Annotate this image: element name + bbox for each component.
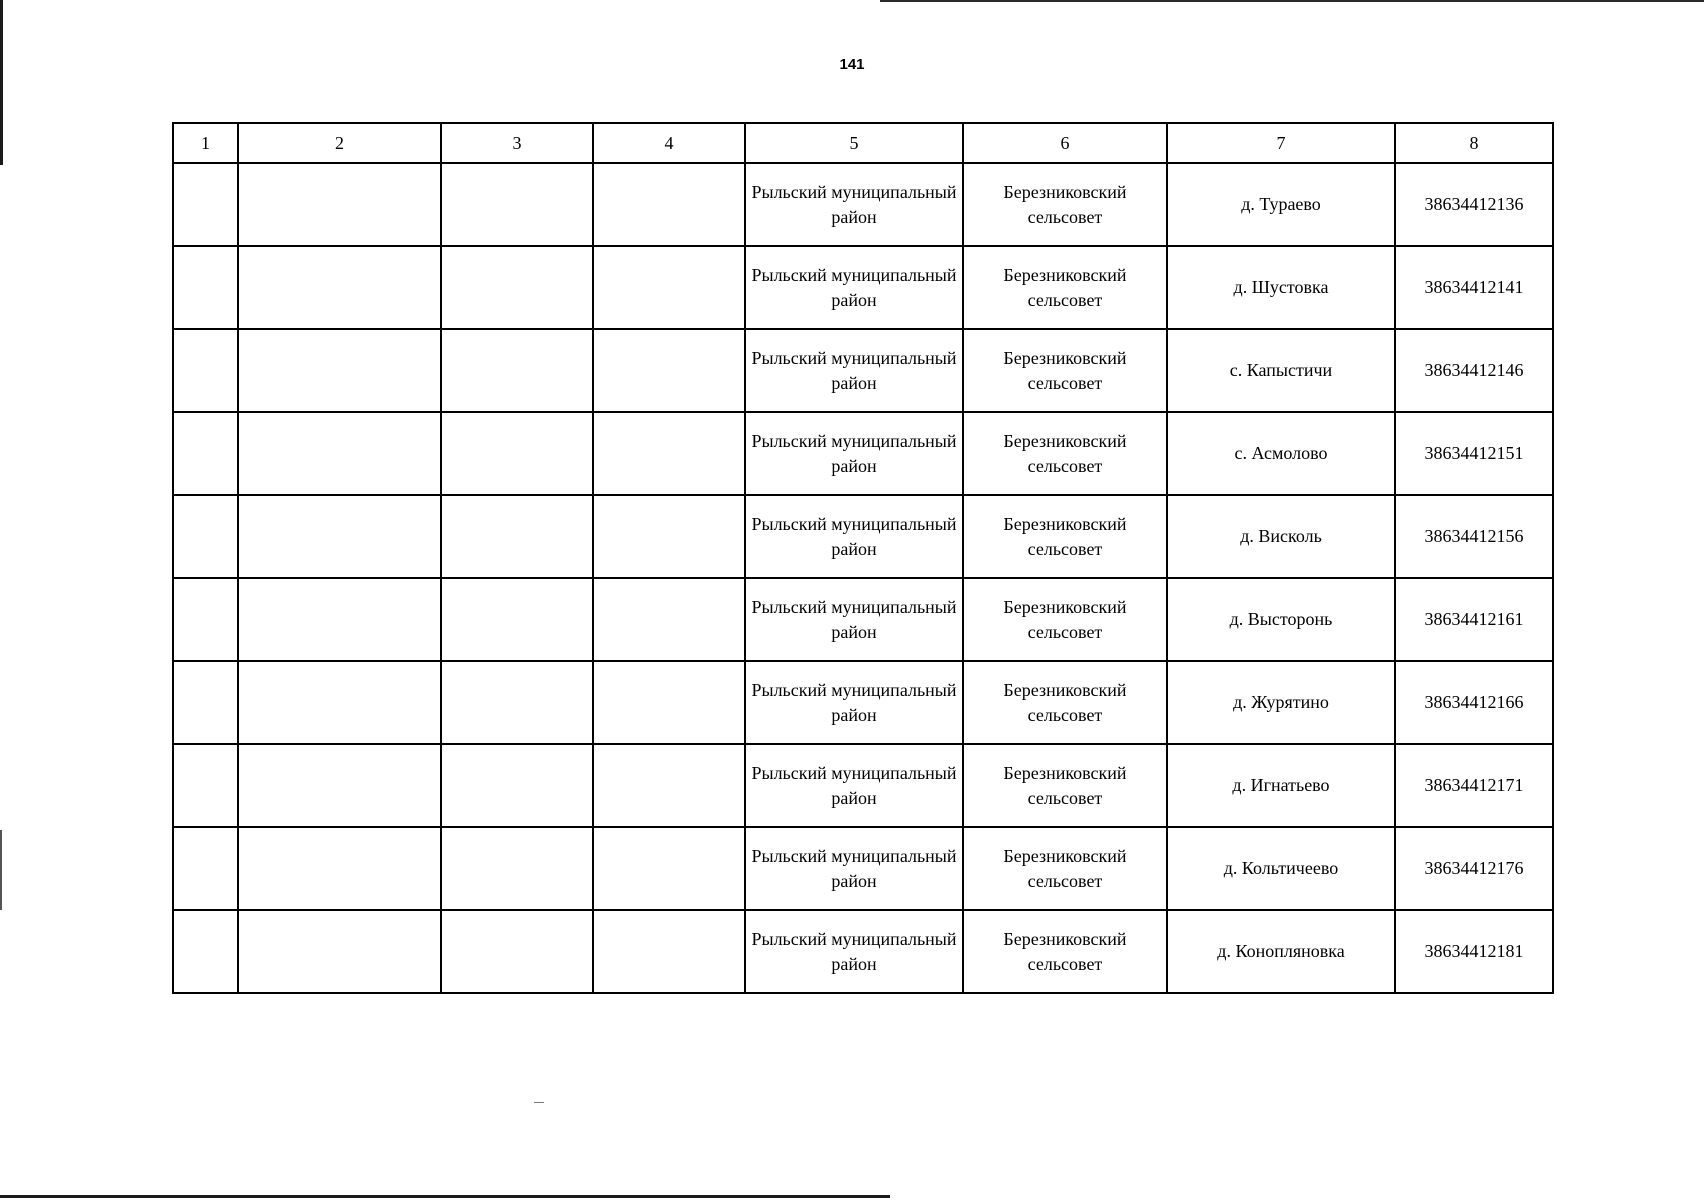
- table-cell: [593, 578, 745, 661]
- table-cell: [441, 246, 593, 329]
- table-cell: [441, 163, 593, 246]
- council-cell: Березниковский сельсовет: [963, 329, 1167, 412]
- council-cell: Березниковский сельсовет: [963, 744, 1167, 827]
- table-cell: [441, 661, 593, 744]
- table-cell: [593, 163, 745, 246]
- council-cell: Березниковский сельсовет: [963, 495, 1167, 578]
- table-cell: [441, 495, 593, 578]
- column-header: 2: [238, 123, 441, 163]
- table-cell: [173, 827, 238, 910]
- table-row: [173, 827, 1553, 910]
- council-cell: Березниковский сельсовет: [963, 163, 1167, 246]
- settlement-cell: д. Конопляновка: [1167, 910, 1395, 993]
- column-header: 6: [963, 123, 1167, 163]
- register-table: [172, 122, 1554, 994]
- table-row: [173, 246, 1553, 329]
- table-cell: [238, 163, 441, 246]
- table-cell: [593, 661, 745, 744]
- table-cell: [173, 661, 238, 744]
- settlement-cell: д. Висколь: [1167, 495, 1395, 578]
- scan-bottom-rule: [0, 1195, 890, 1198]
- council-cell: Березниковский сельсовет: [963, 246, 1167, 329]
- table-row: [173, 329, 1553, 412]
- settlement-cell: д. Кольтичеево: [1167, 827, 1395, 910]
- code-cell: 38634412151: [1395, 412, 1553, 495]
- table-cell: [593, 744, 745, 827]
- table-cell: [173, 329, 238, 412]
- table-cell: [173, 163, 238, 246]
- council-cell: Березниковский сельсовет: [963, 827, 1167, 910]
- council-cell: Березниковский сельсовет: [963, 578, 1167, 661]
- table-cell: [238, 827, 441, 910]
- code-cell: 38634412161: [1395, 578, 1553, 661]
- district-cell: Рыльский муниципальный район: [745, 910, 963, 993]
- scan-top-rule: [880, 0, 1704, 2]
- table-cell: [441, 744, 593, 827]
- column-header: 1: [173, 123, 238, 163]
- code-cell: 38634412156: [1395, 495, 1553, 578]
- table-row: [173, 578, 1553, 661]
- column-header: 8: [1395, 123, 1553, 163]
- council-cell: Березниковский сельсовет: [963, 910, 1167, 993]
- table-cell: [173, 412, 238, 495]
- table-cell: [238, 246, 441, 329]
- table-cell: [173, 246, 238, 329]
- table-cell: [173, 495, 238, 578]
- table-row: [173, 412, 1553, 495]
- scan-left-edge-lower: [0, 830, 2, 910]
- code-cell: 38634412166: [1395, 661, 1553, 744]
- table-cell: [593, 910, 745, 993]
- column-header: 7: [1167, 123, 1395, 163]
- district-cell: Рыльский муниципальный район: [745, 661, 963, 744]
- settlement-cell: с. Асмолово: [1167, 412, 1395, 495]
- table-cell: [441, 329, 593, 412]
- settlement-cell: д. Журятино: [1167, 661, 1395, 744]
- settlement-cell: д. Шустовка: [1167, 246, 1395, 329]
- code-cell: 38634412181: [1395, 910, 1553, 993]
- district-cell: Рыльский муниципальный район: [745, 744, 963, 827]
- district-cell: Рыльский муниципальный район: [745, 412, 963, 495]
- column-header: 5: [745, 123, 963, 163]
- table-cell: [441, 827, 593, 910]
- table-cell: [238, 495, 441, 578]
- table-cell: [593, 495, 745, 578]
- table-cell: [238, 661, 441, 744]
- district-cell: Рыльский муниципальный район: [745, 827, 963, 910]
- table-row: [173, 661, 1553, 744]
- table-cell: [441, 412, 593, 495]
- code-cell: 38634412141: [1395, 246, 1553, 329]
- scan-speck: [534, 1102, 544, 1103]
- table-cell: [593, 412, 745, 495]
- council-cell: Березниковский сельсовет: [963, 412, 1167, 495]
- table-cell: [173, 744, 238, 827]
- settlement-cell: д. Игнатьево: [1167, 744, 1395, 827]
- code-cell: 38634412171: [1395, 744, 1553, 827]
- table-cell: [593, 827, 745, 910]
- column-header: 4: [593, 123, 745, 163]
- page-number: 141: [839, 56, 865, 73]
- table-cell: [593, 329, 745, 412]
- table-cell: [238, 744, 441, 827]
- settlement-cell: д. Тураево: [1167, 163, 1395, 246]
- district-cell: Рыльский муниципальный район: [745, 246, 963, 329]
- settlement-cell: с. Капыстичи: [1167, 329, 1395, 412]
- table-row: [173, 744, 1553, 827]
- table-row: [173, 495, 1553, 578]
- council-cell: Березниковский сельсовет: [963, 661, 1167, 744]
- table-row: [173, 910, 1553, 993]
- district-cell: Рыльский муниципальный район: [745, 329, 963, 412]
- code-cell: 38634412136: [1395, 163, 1553, 246]
- column-header: 3: [441, 123, 593, 163]
- district-cell: Рыльский муниципальный район: [745, 163, 963, 246]
- table-cell: [441, 910, 593, 993]
- table-cell: [173, 910, 238, 993]
- table-row: [173, 163, 1553, 246]
- district-cell: Рыльский муниципальный район: [745, 578, 963, 661]
- district-cell: Рыльский муниципальный район: [745, 495, 963, 578]
- table-cell: [593, 246, 745, 329]
- code-cell: 38634412146: [1395, 329, 1553, 412]
- header-row: [173, 123, 1553, 163]
- table-cell: [238, 910, 441, 993]
- code-cell: 38634412176: [1395, 827, 1553, 910]
- table-cell: [441, 578, 593, 661]
- settlement-cell: д. Высторонь: [1167, 578, 1395, 661]
- table-cell: [173, 578, 238, 661]
- scan-left-edge: [0, 0, 3, 165]
- table-cell: [238, 329, 441, 412]
- table-cell: [238, 578, 441, 661]
- table-cell: [238, 412, 441, 495]
